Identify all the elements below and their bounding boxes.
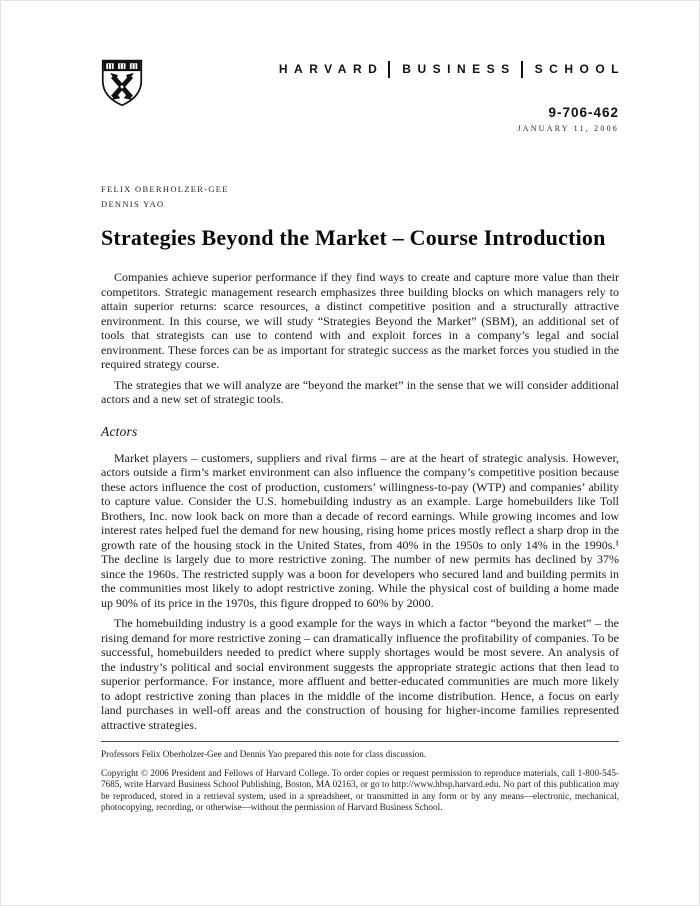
author-name-2: DENNIS YAO — [101, 199, 165, 209]
case-number: 9-706-462 — [548, 105, 619, 120]
preparer-note: Professors Felix Oberholzer-Gee and Dennis Yao prepared this note for class discussion. — [101, 749, 427, 759]
document-title: Strategies Beyond the Market – Course Introduction — [101, 225, 606, 250]
wordmark-divider — [388, 61, 390, 78]
document-content — [101, 182, 619, 813]
actors-paragraph-2: The homebuilding industry is a good example for the ways in which a factor “beyond the market” – the rising demand for more restrictive zoning – can dramatically influence the profitability of companies. To be successful, homebuilders needed to predict where supply shortages would be most severe. An analysis of the industry’s political and social environment suggests the appropriate strategic actions that then lead to superior performance. For instance, more affluent and better-educated communities are much more likely to adopt restrictive zoning than places in the middle of the income distribution. Hence, a focus on early land purchases in well-off areas and the construction of housing for higher-income families represented attractive strategies. — [101, 616, 619, 732]
copyright-notice: Copyright © 2006 President and Fellows of Harvard College. To order copies or request permission to reproduce materials, call 1-800-545-7685, write Harvard Business School Publishing, Boston, MA 02163, or go to http://www.hbsp.harvard.edu. No part of this publication may be reproduced, stored in a retrieval system, used in a spreadsheet, or transmitted in any form or by any means—electronic, mechanical, photocopying, recording, or otherwise—without the permission of Harvard Business School. — [101, 768, 619, 812]
wordmark-school: SCHOOL — [534, 62, 625, 76]
actors-paragraph-1: Market players – customers, suppliers and rival firms – are at the heart of strategic analysis. However, actors outside a firm’s market environment can also influence the company’s competitive position because these actors influence the cost of production, customers’ willingness-to-pay (WTP) and companies’ ability to capture value. Consider the U.S. homebuilding industry as an example. Large homebuilders like Toll Brothers, Inc. now look back on more than a decade of record earnings. While growing incomes and low interest rates helped fuel the demand for new housing, rising home prices mostly reflect a sharp drop in the growth rate of the housing stock in the United States, from 40% in the 1950s to only 14% in the 1990s.¹ The decline is largely due to more restrictive zoning. The number of new permits has declined by 37% since the 1960s. The restricted supply was a boon for developers who secured land and building permits in the communities most likely to adopt restrictive zoning. While the physical cost of building a home made up 90% of its price in the 1970s, this figure dropped to 60% by 2000. — [101, 450, 619, 610]
intro-paragraph-2: The strategies that we will analyze are “beyond the market” in the sense that we will consider additional actors and a new set of strategic tools. — [101, 377, 619, 406]
footnote-divider — [101, 741, 619, 742]
document-meta — [101, 106, 619, 133]
wordmark-divider — [521, 61, 523, 78]
wordmark-harvard: HARVARD — [278, 62, 384, 76]
publication-date: JANUARY 11, 2006 — [517, 124, 619, 133]
section-heading-actors: Actors — [101, 423, 138, 439]
hbs-wordmark — [101, 60, 625, 78]
author-block — [101, 182, 619, 212]
intro-paragraph-1: Companies achieve superior performance if they find ways to create and capture more value than their competitors. Strategic management research emphasizes three building blocks on which managers rely to attain superior returns: scarce resources, a distinct competitive position and a structurally attractive environment. In this course, we will study “Strategies Beyond the Market” (SBM), an additional set of tools that strategists can use to contend with and exploit forces in a company’s legal and social environment. These forces can be as important for strategic success as the market forces you studied in the required strategy course. — [101, 270, 619, 371]
wordmark-business: BUSINESS — [402, 62, 516, 76]
author-name-1: FELIX OBERHOLZER-GEE — [101, 184, 229, 194]
